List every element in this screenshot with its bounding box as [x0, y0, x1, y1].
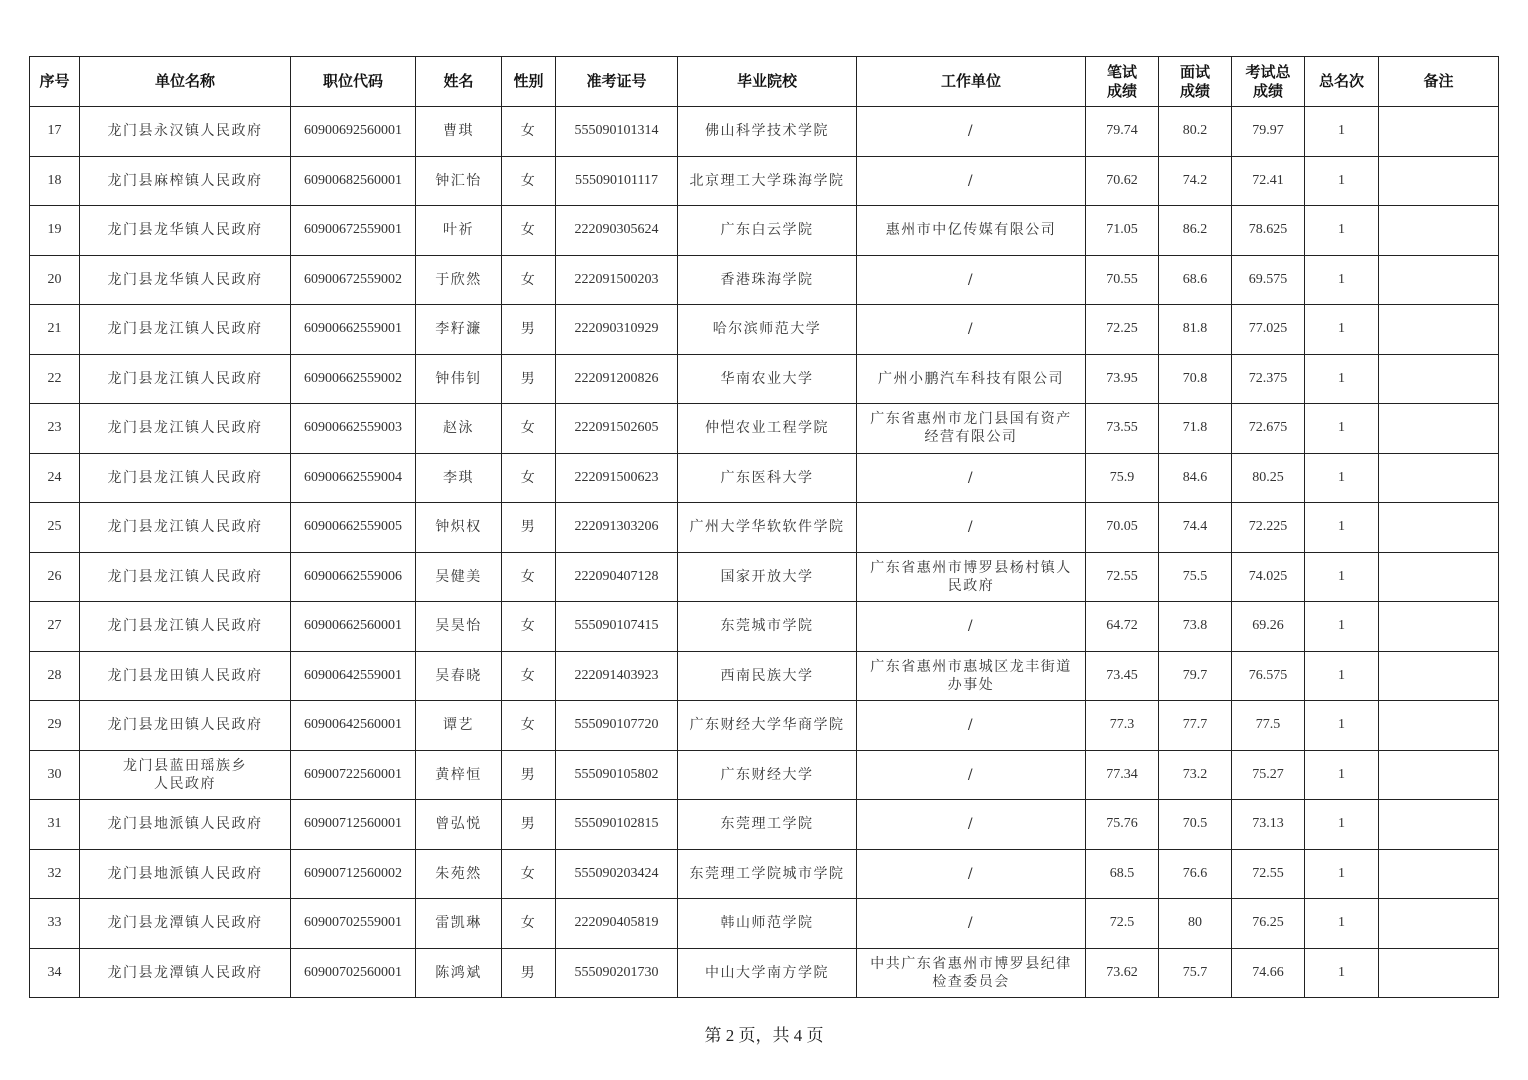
- cell-col-employer: /: [857, 701, 1086, 751]
- cell-col-index: 26: [30, 552, 80, 602]
- cell-col-rank: 1: [1305, 602, 1379, 652]
- cell-col-written-score: 72.25: [1086, 305, 1159, 355]
- cell-col-school: 香港珠海学院: [678, 255, 857, 305]
- cell-col-name: 曹琪: [416, 107, 502, 157]
- cell-col-name: 黄梓恒: [416, 750, 502, 800]
- table-row: [30, 651, 1499, 701]
- cell-col-school: 佛山科学技术学院: [678, 107, 857, 157]
- cell-col-employer: 广东省惠州市惠城区龙丰街道 办事处: [857, 651, 1086, 701]
- cell-col-school: 西南民族大学: [678, 651, 857, 701]
- cell-col-total-score: 72.225: [1232, 503, 1305, 553]
- cell-col-total-score: 75.27: [1232, 750, 1305, 800]
- cell-col-rank: 1: [1305, 156, 1379, 206]
- cell-col-total-score: 78.625: [1232, 206, 1305, 256]
- cell-col-index: 19: [30, 206, 80, 256]
- cell-col-employer: /: [857, 750, 1086, 800]
- header-col-unit-name: 单位名称: [80, 57, 291, 107]
- cell-col-employer: /: [857, 800, 1086, 850]
- cell-col-unit-name: 龙门县龙江镇人民政府: [80, 305, 291, 355]
- cell-col-unit-name: 龙门县龙江镇人民政府: [80, 453, 291, 503]
- table-row: [30, 354, 1499, 404]
- cell-col-index: 24: [30, 453, 80, 503]
- cell-col-interview-score: 75.5: [1159, 552, 1232, 602]
- cell-col-index: 30: [30, 750, 80, 800]
- cell-col-index: 32: [30, 849, 80, 899]
- cell-col-name: 李琪: [416, 453, 502, 503]
- table-row: [30, 948, 1499, 998]
- cell-col-remarks: [1379, 750, 1499, 800]
- cell-col-interview-score: 86.2: [1159, 206, 1232, 256]
- cell-col-interview-score: 70.5: [1159, 800, 1232, 850]
- cell-col-rank: 1: [1305, 255, 1379, 305]
- cell-col-index: 31: [30, 800, 80, 850]
- cell-col-index: 29: [30, 701, 80, 751]
- cell-col-ticket-number: 555090101117: [556, 156, 678, 206]
- cell-col-name: 钟汇怡: [416, 156, 502, 206]
- cell-col-interview-score: 71.8: [1159, 404, 1232, 454]
- cell-col-name: 朱苑然: [416, 849, 502, 899]
- cell-col-written-score: 70.05: [1086, 503, 1159, 553]
- cell-col-gender: 女: [502, 453, 556, 503]
- cell-col-employer: /: [857, 602, 1086, 652]
- cell-col-rank: 1: [1305, 899, 1379, 949]
- cell-col-total-score: 73.13: [1232, 800, 1305, 850]
- cell-col-rank: 1: [1305, 453, 1379, 503]
- cell-col-total-score: 74.025: [1232, 552, 1305, 602]
- cell-col-employer: 广州小鹏汽车科技有限公司: [857, 354, 1086, 404]
- table-row: [30, 750, 1499, 800]
- cell-col-interview-score: 79.7: [1159, 651, 1232, 701]
- cell-col-written-score: 79.74: [1086, 107, 1159, 157]
- header-col-school: 毕业院校: [678, 57, 857, 107]
- cell-col-remarks: [1379, 206, 1499, 256]
- cell-col-remarks: [1379, 552, 1499, 602]
- cell-col-rank: 1: [1305, 206, 1379, 256]
- cell-col-ticket-number: 222091500623: [556, 453, 678, 503]
- cell-col-gender: 女: [502, 899, 556, 949]
- cell-col-remarks: [1379, 800, 1499, 850]
- header-col-total-score: 考试总 成绩: [1232, 57, 1305, 107]
- cell-col-position-code: 60900712560002: [291, 849, 416, 899]
- cell-col-position-code: 60900672559001: [291, 206, 416, 256]
- cell-col-remarks: [1379, 156, 1499, 206]
- cell-col-unit-name: 龙门县龙田镇人民政府: [80, 651, 291, 701]
- cell-col-interview-score: 74.4: [1159, 503, 1232, 553]
- cell-col-interview-score: 80: [1159, 899, 1232, 949]
- cell-col-interview-score: 73.2: [1159, 750, 1232, 800]
- cell-col-unit-name: 龙门县麻榨镇人民政府: [80, 156, 291, 206]
- cell-col-unit-name: 龙门县龙潭镇人民政府: [80, 899, 291, 949]
- table-row: [30, 849, 1499, 899]
- cell-col-gender: 女: [502, 552, 556, 602]
- cell-col-name: 吴昊怡: [416, 602, 502, 652]
- cell-col-written-score: 73.45: [1086, 651, 1159, 701]
- header-col-name: 姓名: [416, 57, 502, 107]
- cell-col-position-code: 60900662559003: [291, 404, 416, 454]
- cell-col-name: 钟伟钊: [416, 354, 502, 404]
- cell-col-total-score: 69.575: [1232, 255, 1305, 305]
- cell-col-position-code: 60900722560001: [291, 750, 416, 800]
- cell-col-ticket-number: 222090310929: [556, 305, 678, 355]
- cell-col-name: 李籽濂: [416, 305, 502, 355]
- cell-col-name: 叶祈: [416, 206, 502, 256]
- cell-col-total-score: 74.66: [1232, 948, 1305, 998]
- cell-col-name: 陈鸿斌: [416, 948, 502, 998]
- table-row: [30, 899, 1499, 949]
- table-row: [30, 453, 1499, 503]
- cell-col-name: 赵泳: [416, 404, 502, 454]
- table-row: [30, 503, 1499, 553]
- cell-col-school: 东莞理工学院: [678, 800, 857, 850]
- cell-col-gender: 女: [502, 404, 556, 454]
- cell-col-remarks: [1379, 701, 1499, 751]
- cell-col-index: 25: [30, 503, 80, 553]
- cell-col-written-score: 68.5: [1086, 849, 1159, 899]
- cell-col-ticket-number: 222091403923: [556, 651, 678, 701]
- cell-col-ticket-number: 555090201730: [556, 948, 678, 998]
- cell-col-gender: 女: [502, 156, 556, 206]
- cell-col-total-score: 79.97: [1232, 107, 1305, 157]
- cell-col-ticket-number: 222090405819: [556, 899, 678, 949]
- cell-col-rank: 1: [1305, 354, 1379, 404]
- cell-col-written-score: 75.76: [1086, 800, 1159, 850]
- cell-col-remarks: [1379, 948, 1499, 998]
- cell-col-rank: 1: [1305, 849, 1379, 899]
- cell-col-rank: 1: [1305, 305, 1379, 355]
- cell-col-position-code: 60900642559001: [291, 651, 416, 701]
- cell-col-name: 钟炽权: [416, 503, 502, 553]
- cell-col-school: 北京理工大学珠海学院: [678, 156, 857, 206]
- cell-col-rank: 1: [1305, 651, 1379, 701]
- cell-col-position-code: 60900662559004: [291, 453, 416, 503]
- cell-col-interview-score: 77.7: [1159, 701, 1232, 751]
- cell-col-name: 谭艺: [416, 701, 502, 751]
- cell-col-unit-name: 龙门县龙江镇人民政府: [80, 602, 291, 652]
- cell-col-position-code: 60900642560001: [291, 701, 416, 751]
- cell-col-unit-name: 龙门县龙华镇人民政府: [80, 255, 291, 305]
- cell-col-total-score: 72.55: [1232, 849, 1305, 899]
- cell-col-position-code: 60900672559002: [291, 255, 416, 305]
- cell-col-index: 20: [30, 255, 80, 305]
- results-table: [29, 56, 1499, 998]
- cell-col-index: 34: [30, 948, 80, 998]
- cell-col-employer: /: [857, 107, 1086, 157]
- cell-col-written-score: 72.55: [1086, 552, 1159, 602]
- cell-col-total-score: 80.25: [1232, 453, 1305, 503]
- cell-col-rank: 1: [1305, 404, 1379, 454]
- cell-col-index: 27: [30, 602, 80, 652]
- header-col-rank: 总名次: [1305, 57, 1379, 107]
- cell-col-index: 17: [30, 107, 80, 157]
- header-col-employer: 工作单位: [857, 57, 1086, 107]
- cell-col-interview-score: 70.8: [1159, 354, 1232, 404]
- cell-col-written-score: 72.5: [1086, 899, 1159, 949]
- cell-col-gender: 男: [502, 305, 556, 355]
- cell-col-school: 仲恺农业工程学院: [678, 404, 857, 454]
- cell-col-gender: 女: [502, 206, 556, 256]
- cell-col-ticket-number: 555090101314: [556, 107, 678, 157]
- cell-col-interview-score: 80.2: [1159, 107, 1232, 157]
- cell-col-name: 吴春晓: [416, 651, 502, 701]
- table-header-row: [30, 57, 1499, 107]
- cell-col-rank: 1: [1305, 948, 1379, 998]
- cell-col-interview-score: 68.6: [1159, 255, 1232, 305]
- cell-col-unit-name: 龙门县蓝田瑶族乡 人民政府: [80, 750, 291, 800]
- cell-col-interview-score: 84.6: [1159, 453, 1232, 503]
- cell-col-name: 于欣然: [416, 255, 502, 305]
- cell-col-written-score: 70.62: [1086, 156, 1159, 206]
- table-row: [30, 800, 1499, 850]
- cell-col-remarks: [1379, 305, 1499, 355]
- cell-col-school: 中山大学南方学院: [678, 948, 857, 998]
- cell-col-ticket-number: 555090107415: [556, 602, 678, 652]
- header-col-written-score: 笔试 成绩: [1086, 57, 1159, 107]
- cell-col-employer: /: [857, 453, 1086, 503]
- cell-col-unit-name: 龙门县龙田镇人民政府: [80, 701, 291, 751]
- cell-col-index: 23: [30, 404, 80, 454]
- cell-col-school: 华南农业大学: [678, 354, 857, 404]
- cell-col-school: 广东财经大学: [678, 750, 857, 800]
- cell-col-gender: 男: [502, 503, 556, 553]
- cell-col-ticket-number: 555090107720: [556, 701, 678, 751]
- table-row: [30, 206, 1499, 256]
- cell-col-written-score: 73.62: [1086, 948, 1159, 998]
- cell-col-ticket-number: 222091303206: [556, 503, 678, 553]
- cell-col-employer: /: [857, 156, 1086, 206]
- cell-col-school: 哈尔滨师范大学: [678, 305, 857, 355]
- cell-col-position-code: 60900702560001: [291, 948, 416, 998]
- cell-col-total-score: 76.575: [1232, 651, 1305, 701]
- cell-col-gender: 男: [502, 948, 556, 998]
- cell-col-school: 广东医科大学: [678, 453, 857, 503]
- cell-col-total-score: 77.025: [1232, 305, 1305, 355]
- page-number: 第 2 页，共 4 页: [704, 1026, 824, 1045]
- cell-col-position-code: 60900692560001: [291, 107, 416, 157]
- header-col-gender: 性别: [502, 57, 556, 107]
- cell-col-remarks: [1379, 503, 1499, 553]
- table-row: [30, 255, 1499, 305]
- cell-col-ticket-number: 555090203424: [556, 849, 678, 899]
- cell-col-remarks: [1379, 651, 1499, 701]
- cell-col-total-score: 72.375: [1232, 354, 1305, 404]
- cell-col-unit-name: 龙门县龙潭镇人民政府: [80, 948, 291, 998]
- cell-col-gender: 男: [502, 800, 556, 850]
- cell-col-remarks: [1379, 107, 1499, 157]
- table-body: [30, 107, 1499, 998]
- cell-col-remarks: [1379, 453, 1499, 503]
- cell-col-written-score: 73.95: [1086, 354, 1159, 404]
- cell-col-written-score: 70.55: [1086, 255, 1159, 305]
- cell-col-written-score: 77.3: [1086, 701, 1159, 751]
- cell-col-ticket-number: 555090102815: [556, 800, 678, 850]
- cell-col-ticket-number: 222091502605: [556, 404, 678, 454]
- table-row: [30, 305, 1499, 355]
- cell-col-gender: 男: [502, 750, 556, 800]
- cell-col-position-code: 60900662559002: [291, 354, 416, 404]
- cell-col-written-score: 71.05: [1086, 206, 1159, 256]
- cell-col-gender: 女: [502, 602, 556, 652]
- cell-col-unit-name: 龙门县龙江镇人民政府: [80, 404, 291, 454]
- table-row: [30, 602, 1499, 652]
- cell-col-school: 广东财经大学华商学院: [678, 701, 857, 751]
- cell-col-ticket-number: 222090407128: [556, 552, 678, 602]
- cell-col-name: 吴健美: [416, 552, 502, 602]
- header-col-position-code: 职位代码: [291, 57, 416, 107]
- cell-col-employer: 中共广东省惠州市博罗县纪律 检查委员会: [857, 948, 1086, 998]
- cell-col-ticket-number: 222091200826: [556, 354, 678, 404]
- cell-col-unit-name: 龙门县永汉镇人民政府: [80, 107, 291, 157]
- cell-col-ticket-number: 222090305624: [556, 206, 678, 256]
- cell-col-gender: 女: [502, 651, 556, 701]
- header-col-index: 序号: [30, 57, 80, 107]
- cell-col-position-code: 60900662559001: [291, 305, 416, 355]
- cell-col-written-score: 64.72: [1086, 602, 1159, 652]
- cell-col-rank: 1: [1305, 800, 1379, 850]
- cell-col-unit-name: 龙门县龙江镇人民政府: [80, 552, 291, 602]
- cell-col-remarks: [1379, 354, 1499, 404]
- table-row: [30, 552, 1499, 602]
- cell-col-school: 韩山师范学院: [678, 899, 857, 949]
- cell-col-position-code: 60900702559001: [291, 899, 416, 949]
- cell-col-rank: 1: [1305, 701, 1379, 751]
- cell-col-interview-score: 81.8: [1159, 305, 1232, 355]
- cell-col-employer: 广东省惠州市龙门县国有资产 经营有限公司: [857, 404, 1086, 454]
- cell-col-employer: /: [857, 899, 1086, 949]
- table-row: [30, 107, 1499, 157]
- cell-col-unit-name: 龙门县龙江镇人民政府: [80, 354, 291, 404]
- cell-col-unit-name: 龙门县龙华镇人民政府: [80, 206, 291, 256]
- cell-col-interview-score: 76.6: [1159, 849, 1232, 899]
- cell-col-rank: 1: [1305, 503, 1379, 553]
- cell-col-employer: 广东省惠州市博罗县杨村镇人 民政府: [857, 552, 1086, 602]
- table-row: [30, 156, 1499, 206]
- cell-col-interview-score: 75.7: [1159, 948, 1232, 998]
- cell-col-total-score: 76.25: [1232, 899, 1305, 949]
- cell-col-interview-score: 74.2: [1159, 156, 1232, 206]
- cell-col-position-code: 60900662559005: [291, 503, 416, 553]
- cell-col-employer: /: [857, 305, 1086, 355]
- cell-col-index: 22: [30, 354, 80, 404]
- cell-col-remarks: [1379, 899, 1499, 949]
- cell-col-total-score: 69.26: [1232, 602, 1305, 652]
- cell-col-position-code: 60900682560001: [291, 156, 416, 206]
- table-row: [30, 404, 1499, 454]
- header-col-remarks: 备注: [1379, 57, 1499, 107]
- cell-col-interview-score: 73.8: [1159, 602, 1232, 652]
- cell-col-written-score: 77.34: [1086, 750, 1159, 800]
- cell-col-employer: 惠州市中亿传媒有限公司: [857, 206, 1086, 256]
- cell-col-name: 曾弘悦: [416, 800, 502, 850]
- cell-col-school: 东莞理工学院城市学院: [678, 849, 857, 899]
- cell-col-position-code: 60900712560001: [291, 800, 416, 850]
- cell-col-school: 东莞城市学院: [678, 602, 857, 652]
- cell-col-index: 33: [30, 899, 80, 949]
- cell-col-employer: /: [857, 503, 1086, 553]
- cell-col-position-code: 60900662560001: [291, 602, 416, 652]
- cell-col-rank: 1: [1305, 552, 1379, 602]
- cell-col-name: 雷凯琳: [416, 899, 502, 949]
- cell-col-remarks: [1379, 255, 1499, 305]
- cell-col-index: 18: [30, 156, 80, 206]
- cell-col-unit-name: 龙门县地派镇人民政府: [80, 800, 291, 850]
- cell-col-remarks: [1379, 404, 1499, 454]
- header-col-interview-score: 面试 成绩: [1159, 57, 1232, 107]
- cell-col-total-score: 77.5: [1232, 701, 1305, 751]
- header-col-ticket-number: 准考证号: [556, 57, 678, 107]
- cell-col-school: 广州大学华软软件学院: [678, 503, 857, 553]
- cell-col-remarks: [1379, 602, 1499, 652]
- cell-col-ticket-number: 555090105802: [556, 750, 678, 800]
- cell-col-gender: 女: [502, 255, 556, 305]
- cell-col-school: 广东白云学院: [678, 206, 857, 256]
- cell-col-rank: 1: [1305, 750, 1379, 800]
- cell-col-gender: 女: [502, 107, 556, 157]
- cell-col-index: 28: [30, 651, 80, 701]
- cell-col-unit-name: 龙门县龙江镇人民政府: [80, 503, 291, 553]
- cell-col-employer: /: [857, 849, 1086, 899]
- table-row: [30, 701, 1499, 751]
- cell-col-remarks: [1379, 849, 1499, 899]
- cell-col-school: 国家开放大学: [678, 552, 857, 602]
- cell-col-ticket-number: 222091500203: [556, 255, 678, 305]
- cell-col-index: 21: [30, 305, 80, 355]
- cell-col-gender: 男: [502, 354, 556, 404]
- cell-col-written-score: 75.9: [1086, 453, 1159, 503]
- cell-col-gender: 女: [502, 849, 556, 899]
- cell-col-written-score: 73.55: [1086, 404, 1159, 454]
- cell-col-employer: /: [857, 255, 1086, 305]
- cell-col-position-code: 60900662559006: [291, 552, 416, 602]
- cell-col-rank: 1: [1305, 107, 1379, 157]
- cell-col-total-score: 72.41: [1232, 156, 1305, 206]
- cell-col-total-score: 72.675: [1232, 404, 1305, 454]
- cell-col-gender: 女: [502, 701, 556, 751]
- cell-col-unit-name: 龙门县地派镇人民政府: [80, 849, 291, 899]
